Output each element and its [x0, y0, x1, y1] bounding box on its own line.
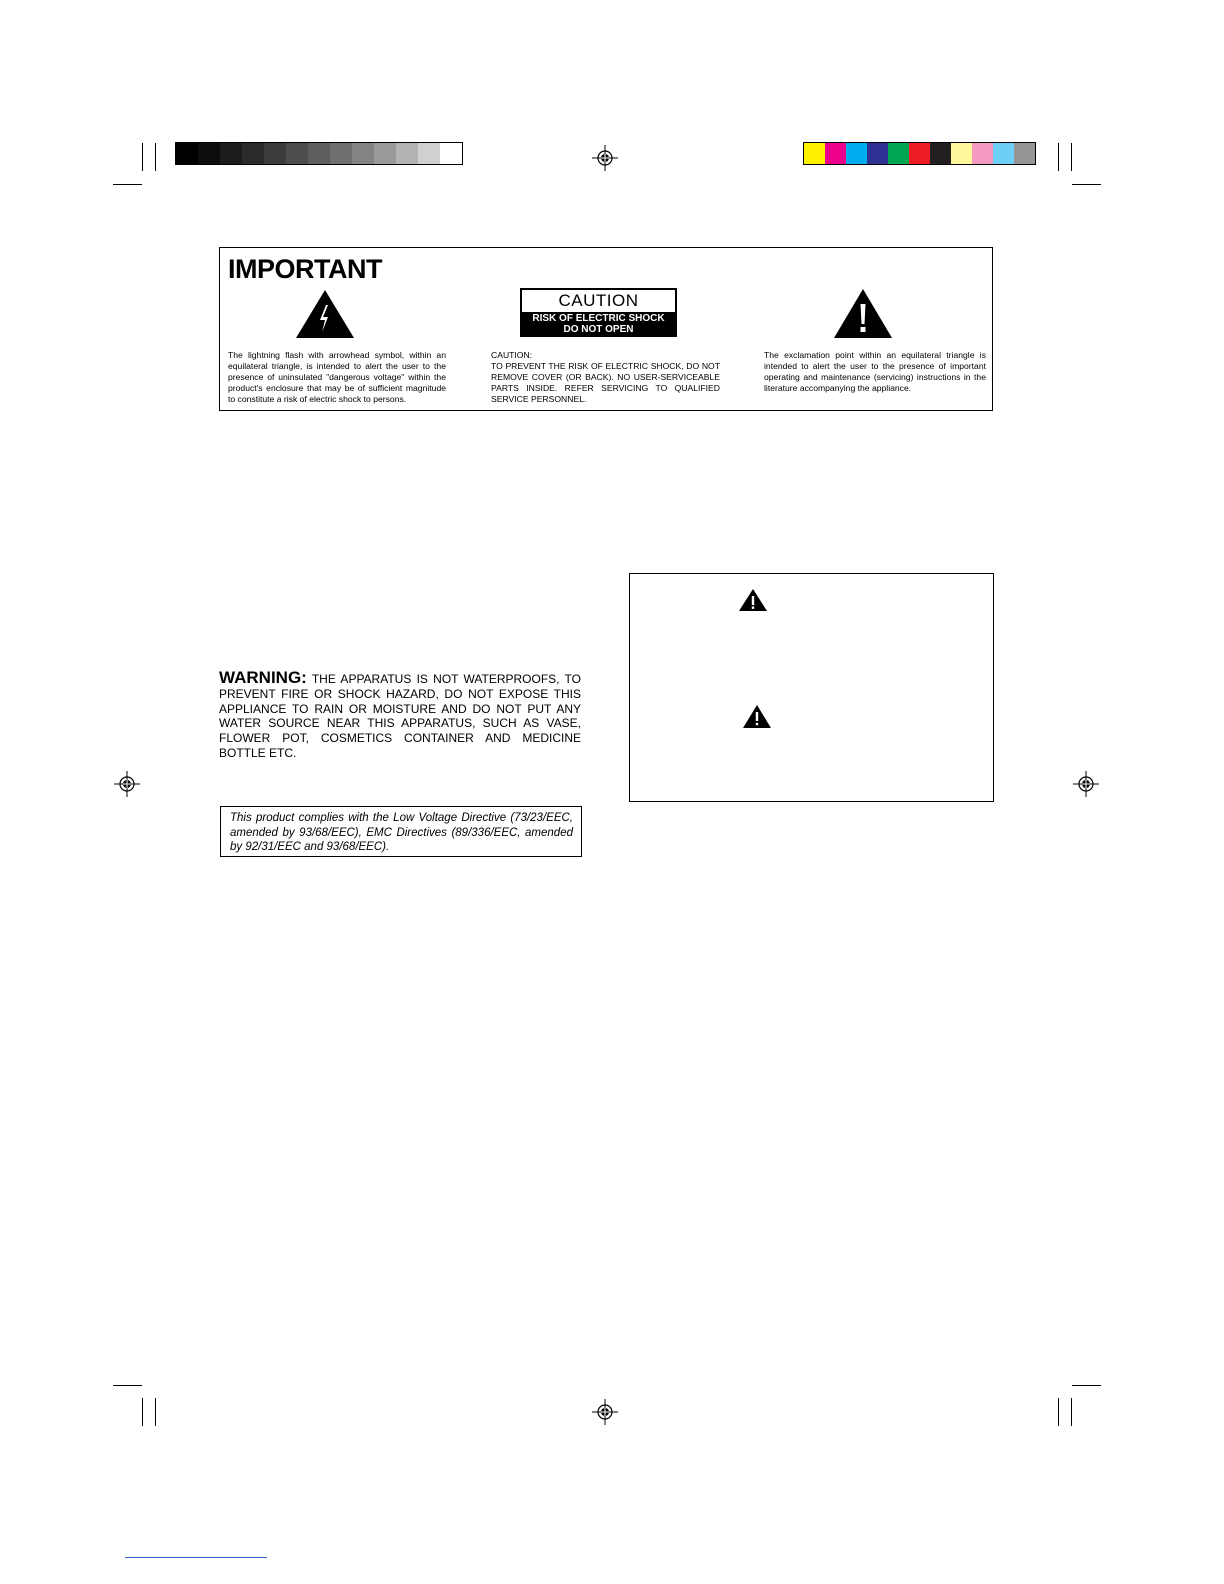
crop-mark	[1072, 184, 1101, 185]
caution-label-line: DO NOT OPEN	[563, 324, 634, 335]
caution-label-line: RISK OF ELECTRIC SHOCK	[532, 313, 665, 324]
lightning-triangle-icon	[295, 289, 355, 339]
directive-compliance-box	[220, 806, 582, 857]
color-swatch	[308, 143, 330, 164]
color-swatch	[951, 143, 972, 164]
color-swatch	[909, 143, 930, 164]
color-swatch	[330, 143, 352, 164]
color-swatch	[1014, 143, 1035, 164]
color-swatch	[198, 143, 220, 164]
crop-mark	[155, 1398, 156, 1426]
crop-mark	[113, 184, 142, 185]
color-swatch	[972, 143, 993, 164]
color-swatch	[846, 143, 867, 164]
caution-heading: CAUTION:	[491, 350, 533, 360]
footer-rule	[125, 1557, 267, 1558]
color-swatch	[352, 143, 374, 164]
color-swatch	[220, 143, 242, 164]
color-swatch	[374, 143, 396, 164]
safety-notice-box	[629, 573, 994, 802]
color-swatch	[264, 143, 286, 164]
color-swatch	[396, 143, 418, 164]
exclamation-description: The exclamation point within an equilateral triangle is intended to alert the user to the presence of important operating and maintenance (servicing) instructions in the literature accompanying the appliance.	[764, 350, 986, 393]
color-swatch	[242, 143, 264, 164]
caution-body: TO PREVENT THE RISK OF ELECTRIC SHOCK, DO NOT REMOVE COVER (OR BACK). NO USER-SERVICEABLE PARTS INSIDE. REFER SERVICING TO QUALIFIED SERVICE PERSONNEL.	[491, 361, 720, 404]
directive-text: This product complies with the Low Voltage Directive (73/23/EEC, amended by 93/68/EEC), EMC Directives (89/336/EEC, amended by 92/31/EEC and 93/68/EEC).	[230, 812, 573, 853]
lightning-description: The lightning flash with arrowhead symbol, within an equilateral triangle, is intended to alert the user to the presence of uninsulated "dangerous voltage" within the product's enclosure that may be of sufficient magnitude to constitute a risk of electric shock to persons.	[228, 350, 446, 404]
color-swatch	[418, 143, 440, 164]
warning-body: THE APPARATUS IS NOT WATERPROOFS, TO PREVENT FIRE OR SHOCK HAZARD, DO NOT EXPOSE THIS APPLIANCE TO RAIN OR MOISTURE AND DO NOT PUT ANY WATER SOURCE NEAR THIS APPARATUS, SUCH AS VASE, FLOWER POT, COSMETICS CONTAINER AND MEDICINE BOTTLE ETC.	[219, 672, 581, 760]
color-swatch	[930, 143, 951, 164]
crop-mark	[142, 143, 143, 171]
important-notice-box	[219, 247, 993, 411]
caution-label-warning	[522, 312, 675, 336]
caution-description	[491, 350, 720, 405]
warning-text	[219, 668, 581, 761]
exclamation-triangle-icon	[833, 288, 893, 339]
color-swatch	[993, 143, 1014, 164]
caution-label	[520, 288, 677, 337]
color-swatch	[804, 143, 825, 164]
color-swatch	[825, 143, 846, 164]
crop-mark	[155, 143, 156, 171]
registration-mark-icon	[114, 771, 140, 797]
crop-mark	[1071, 1398, 1072, 1426]
color-calibration-bar	[803, 142, 1036, 165]
color-swatch	[440, 143, 462, 164]
color-swatch	[286, 143, 308, 164]
caution-label-title: CAUTION	[558, 291, 639, 310]
crop-mark	[1072, 1385, 1101, 1386]
gray-scale-bar	[175, 142, 463, 165]
color-swatch	[867, 143, 888, 164]
exclamation-triangle-icon	[738, 589, 768, 612]
crop-mark	[113, 1385, 142, 1386]
registration-mark-icon	[592, 1399, 618, 1425]
crop-mark	[1071, 143, 1072, 171]
crop-mark	[1058, 1398, 1059, 1426]
important-title: IMPORTANT	[228, 254, 382, 284]
crop-mark	[142, 1398, 143, 1426]
color-swatch	[176, 143, 198, 164]
crop-mark	[1058, 143, 1059, 171]
exclamation-triangle-icon	[742, 705, 772, 729]
warning-label: WARNING:	[219, 668, 307, 687]
color-swatch	[888, 143, 909, 164]
registration-mark-icon	[1073, 771, 1099, 797]
registration-mark-icon	[592, 145, 618, 171]
